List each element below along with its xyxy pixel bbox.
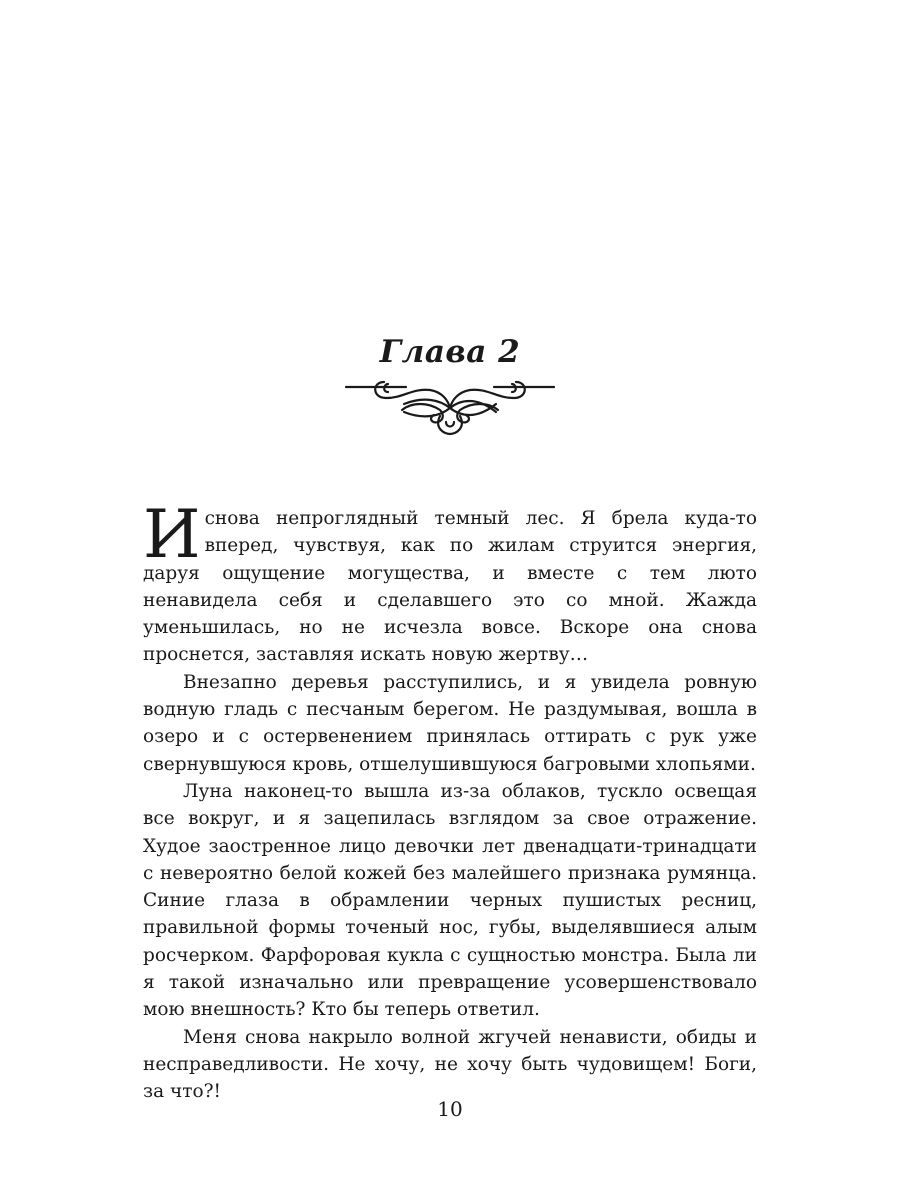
paragraph-4: Меня снова накрыло волной жгучей ненависти, обиды и несправедливости. Не хочу, не хочу быть чудовищем! Боги, за что?! [143,1026,757,1103]
paragraph-2: Внезапно деревья расступились, и я увидела ровную водную гладь с песчаным берегом. Не раздумывая, вошла в озеро и с остервенением принялась оттирать с рук уже свернувшуюся кровь, отшелушившуюся багровыми хлопьями. [143,671,757,775]
paragraph-1 [143,496,757,669]
paragraph-1-text: снова непроглядный темный лес. Я брела куда-то вперед, чувствуя, как по жилам струится энергия, даруя ощущение могущества, и вместе с тем люто ненавидела себя и сделавшего это со мной. Жажда уменьшилась, но не исчезла вовсе. Вскоре она снова проснется, заставляя искать новую жертву… [143,508,757,666]
drop-cap: И [143,496,201,573]
paragraph-3: Луна наконец-то вышла из-за облаков, тускло освещая все вокруг, и я зацепилась взглядом за свое отражение. Худое заостренное лицо девочки лет двенадцати-тринадцати с невероятно белой кожей без малейшего признака румянца. Синие глаза в обрамлении черных пушистых ресниц, правильной формы точеный нос, губы, выделявшиеся алым росчерком. Фарфоровая кукла с сущностью монстра. Была ли я такой изначально или превращение усовершенствовало мою внешность? Кто бы теперь ответил. [143,780,757,1021]
chapter-title: Глава 2 [379,334,521,370]
flourish-divider-icon [344,376,556,436]
page-number: 10 [437,1097,463,1121]
chapter-text [143,496,757,1106]
